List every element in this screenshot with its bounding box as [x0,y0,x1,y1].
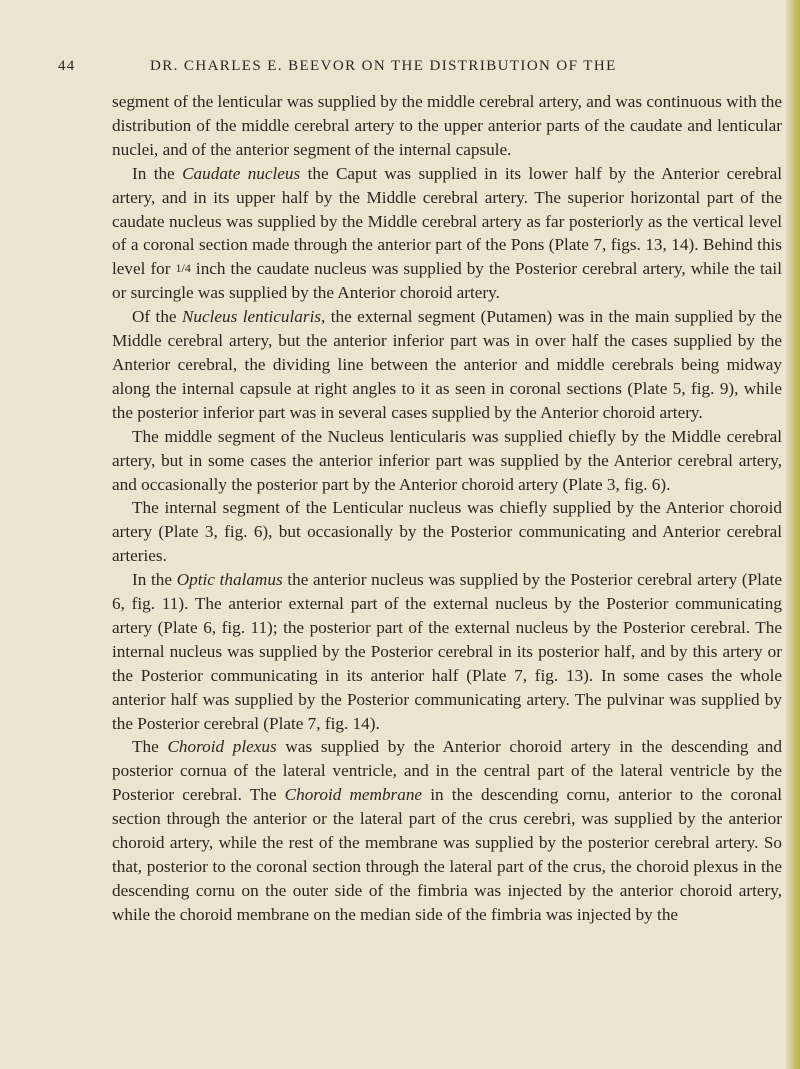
paragraph-1: segment of the lenticular was supplied by the middle cerebral artery, and was continuous with the distribution of the middle cerebral artery to the upper anterior parts of the caudate and lenticular nuclei, and of the anterior segment of the internal capsule. [112,92,782,159]
text-run: The [132,737,168,757]
term-nucleus-lenticularis: Nucleus lenticularis [181,307,322,327]
text-run: inch the caudate nucleus was supplied by the Posterior cerebral artery, while the tail or surcingle was supplied by the Anterior choroid artery. [112,259,782,303]
text-run: in the descending cornu, anterior to the coronal section through the anterior or the lateral part of the crus cerebri, was supplied by the anterior choroid artery, while the rest of the membrane was supplied by the posterior cerebral artery. So that, posterior to the coronal section through the lateral part of the crus, the choroid plexus in the descending cornu on the outer side of the fimbria was injected by the anterior choroid artery, while the choroid membrane on the median side of the fimbria was injected by the [112,785,782,924]
fraction-quarter: 1/4 [175,261,191,276]
text-run: the Caput was supplied in its lower half by the Anterior cerebral artery, and in its upper half by the Middle cerebral artery. The superior horizontal part of the caudate nucleus was supplied by the Middle cerebral artery as far posteriorly as the vertical level of a coronal section made through the anterior part of the Pons (Plate 7, figs. 13, 14). Behind this level for [112,163,782,279]
text-run: In the [132,570,177,590]
term-caudate-nucleus: Caudate nucleus [182,163,301,183]
running-title: DR. CHARLES E. BEEVOR ON THE DISTRIBUTION OF THE [150,58,617,74]
term-choroid-membrane: Choroid membrane [284,785,423,805]
paragraph-6 [112,568,782,735]
body-text [112,90,782,927]
paragraph-4: The middle segment of the Nucleus lenticularis was supplied chiefly by the Middle cerebral artery, but in some cases the anterior inferior part was supplied by the Anterior cerebral artery, and occasionally the posterior part by the Anterior choroid artery (Plate 3, fig. 6). [112,426,782,494]
paragraph-2 [112,162,782,305]
text-run: the anterior nucleus was supplied by the Posterior cerebral artery (Plate 6, fig. 11). The anterior external part of the external nucleus by the Posterior communicating artery (Plate 6, fig. 11); the posterior part of the external nucleus by the Posterior cerebral. The internal nucleus was supplied by the Posterior cerebral in its posterior half, and by this artery or the Posterior communicating in its anterior half (Plate 7, fig. 13). In some cases the whole anterior half was supplied by the Posterior communicating artery. The pulvinar was supplied by the Posterior cerebral (Plate 7, fig. 14). [112,570,782,733]
text-run: was supplied by the Anterior choroid artery in the descending and posterior cornua of the lateral ventricle, and in the central part of the lateral ventricle by the Posterior cerebral. The [112,737,782,805]
text-run: , the external segment (Putamen) was in the main supplied by the Middle cerebral artery, but the anterior inferior part was in over half the cases supplied by the Anterior cerebral, the dividing line between the anterior and middle cerebrals being midway along the internal capsule at right angles to it as seen in coronal sections (Plate 5, fig. 9), while the posterior inferior part was in several cases supplied by the Anterior choroid artery. [112,307,782,422]
term-choroid-plexus: Choroid plexus [167,737,277,757]
running-header [58,58,772,78]
term-optic-thalamus: Optic thalamus [176,570,283,590]
paragraph-3 [112,305,782,425]
page-number: 44 [58,58,76,74]
text-run: Of the [132,307,182,327]
page-edge [786,0,800,1069]
paragraph-5: The internal segment of the Lenticular nucleus was chiefly supplied by the Anterior choroid artery (Plate 3, fig. 6), but occasionally by the Posterior communicating and Anterior cerebral arteries. [112,498,782,566]
text-run: In the [132,163,183,183]
paragraph-7 [112,735,782,926]
